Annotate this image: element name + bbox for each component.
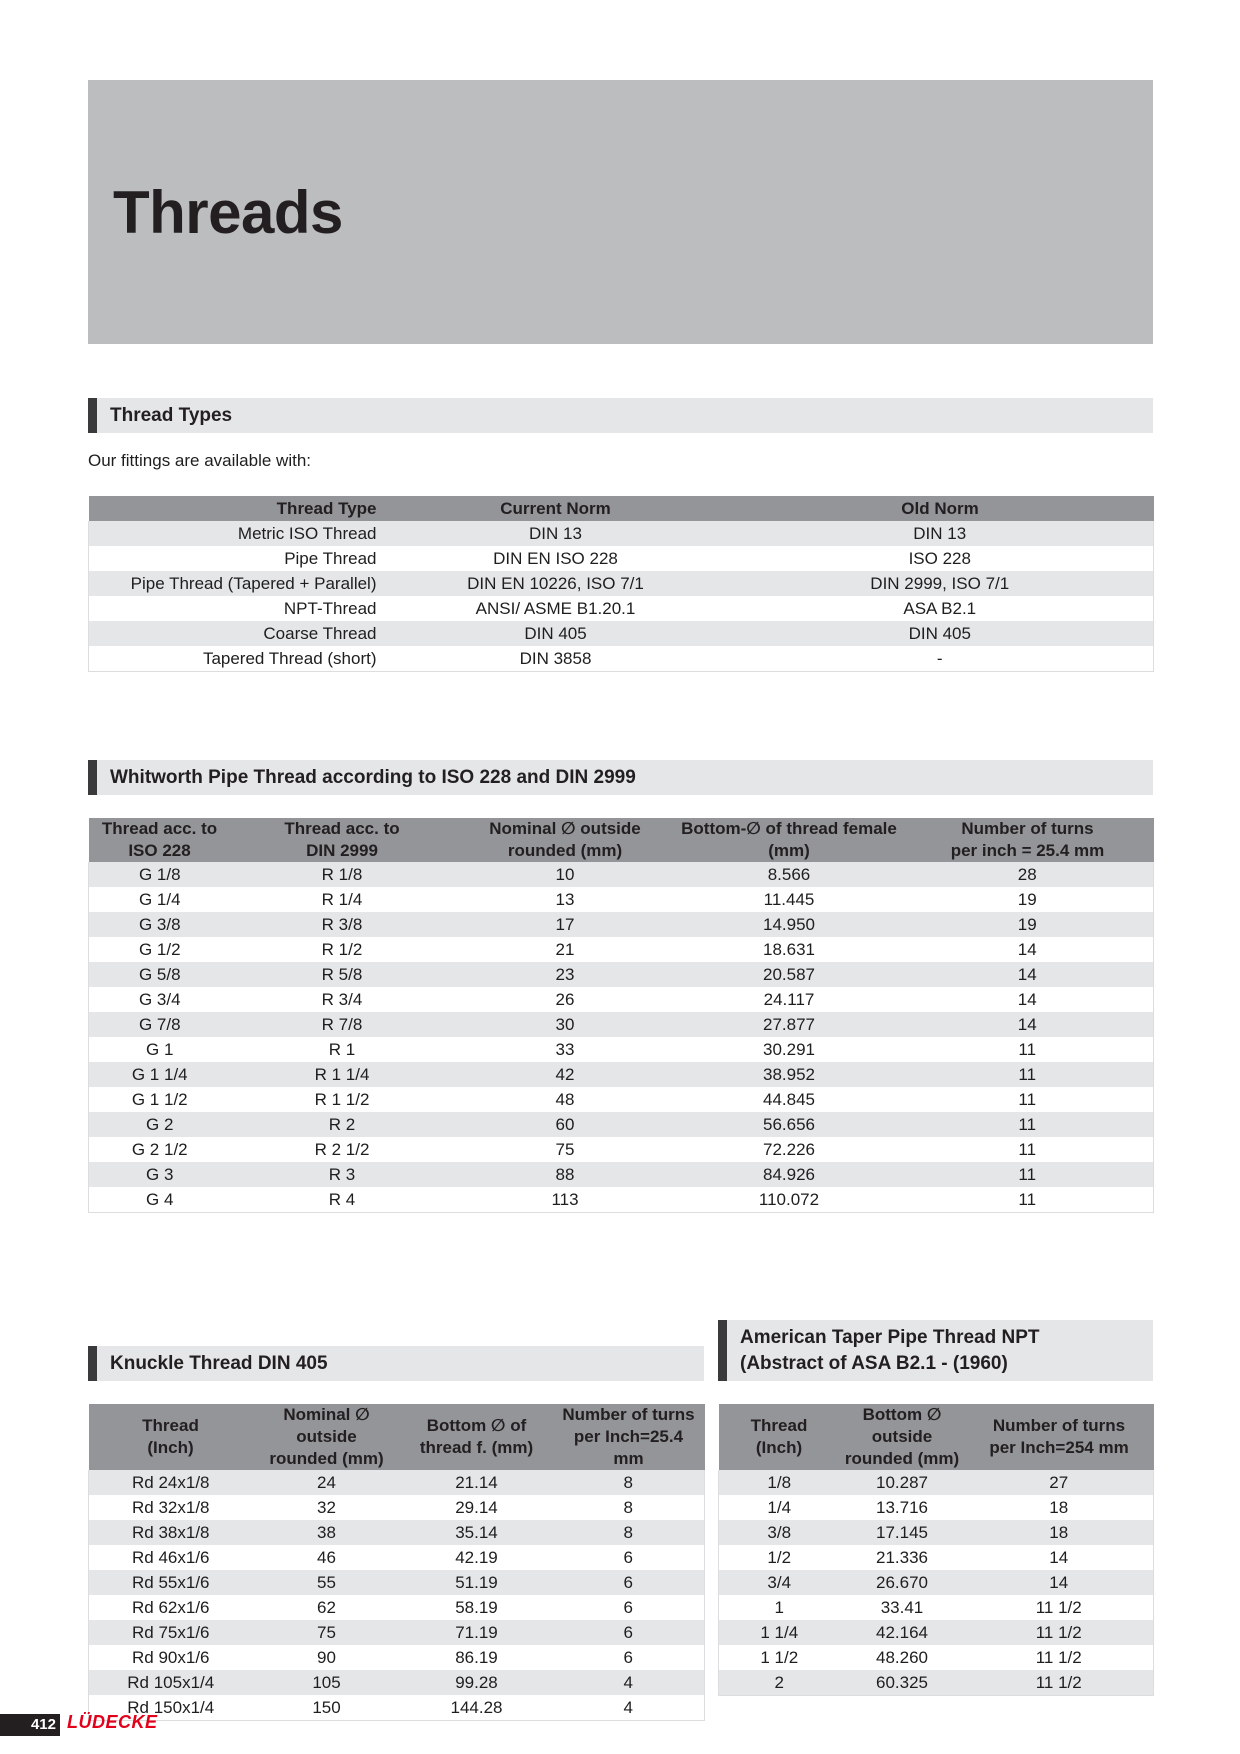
table-cell: Rd 105x1/4 (89, 1670, 253, 1695)
table-cell: 105 (253, 1670, 401, 1695)
table-cell: G 1/4 (89, 887, 231, 912)
table-cell: - (727, 646, 1154, 672)
table-cell: Rd 55x1/6 (89, 1570, 253, 1595)
table-cell: Rd 62x1/6 (89, 1595, 253, 1620)
table-cell: 26 (454, 987, 677, 1012)
table-cell: DIN 3858 (385, 646, 727, 672)
table-cell: 1/8 (719, 1470, 840, 1495)
column-header: Old Norm (727, 496, 1154, 521)
table-cell: 1/2 (719, 1545, 840, 1570)
table-cell: G 1 1/2 (89, 1087, 231, 1112)
table-cell: 86.19 (401, 1645, 553, 1670)
table-cell: 11 (902, 1162, 1154, 1187)
table-cell: 26.670 (840, 1570, 965, 1595)
table-cell: 42.19 (401, 1545, 553, 1570)
column-header-line: rounded (mm) (507, 841, 623, 860)
table-cell: 11 1/2 (965, 1645, 1154, 1670)
table-row (719, 1495, 1154, 1520)
table-cell: 6 (553, 1645, 705, 1670)
column-header (840, 1404, 965, 1470)
table-cell: G 2 (89, 1112, 231, 1137)
section-heading-label: Thread Types (110, 404, 233, 426)
intro-text: Our fittings are available with: (88, 451, 311, 470)
table-cell: 99.28 (401, 1670, 553, 1695)
table-cell: Metric ISO Thread (89, 521, 385, 546)
table-cell: ISO 228 (727, 546, 1154, 571)
table-row (719, 1570, 1154, 1595)
table-cell: 8.566 (677, 862, 902, 887)
table-row (89, 1670, 705, 1695)
table-cell: R 4 (231, 1187, 454, 1213)
table-cell: 14 (965, 1570, 1154, 1595)
table-cell: 6 (553, 1620, 705, 1645)
table-row (89, 937, 1154, 962)
table-row (89, 1470, 705, 1495)
table-cell: 30.291 (677, 1037, 902, 1062)
column-header-line: (Inch) (755, 1438, 803, 1457)
table-cell: 44.845 (677, 1087, 902, 1112)
table-cell: 6 (553, 1595, 705, 1620)
table-row (89, 1012, 1154, 1037)
column-header (902, 818, 1154, 862)
table-cell: 56.656 (677, 1112, 902, 1137)
column-header (553, 1404, 705, 1470)
table-cell: 27.877 (677, 1012, 902, 1037)
table-row (89, 1620, 705, 1645)
table-cell: G 3 (89, 1162, 231, 1187)
table-cell: G 1 1/4 (89, 1062, 231, 1087)
table-cell: Rd 75x1/6 (89, 1620, 253, 1645)
table-cell: R 1 1/4 (231, 1062, 454, 1087)
section-heading-line2: (Abstract of ASA B2.1 - (1960) (740, 1352, 1008, 1374)
column-header-line: Bottom ∅ of (426, 1416, 527, 1435)
column-header (719, 1404, 840, 1470)
table-cell: 10.287 (840, 1470, 965, 1495)
table-cell: 90 (253, 1645, 401, 1670)
table-cell: R 1/2 (231, 937, 454, 962)
table-row (89, 521, 1154, 546)
table-cell: Rd 90x1/6 (89, 1645, 253, 1670)
table-cell: 11 (902, 1137, 1154, 1162)
thread-types-table (88, 496, 1154, 672)
table-header-row (719, 1404, 1154, 1470)
table-cell: 23 (454, 962, 677, 987)
table-row (89, 1162, 1154, 1187)
table-row (89, 621, 1154, 646)
table-cell: 14 (902, 962, 1154, 987)
table-cell: 113 (454, 1187, 677, 1213)
table-cell: 1 1/4 (719, 1620, 840, 1645)
table-cell: R 1 1/2 (231, 1087, 454, 1112)
table-row (89, 1570, 705, 1595)
table-cell: 18 (965, 1520, 1154, 1545)
table-cell: Rd 150x1/4 (89, 1695, 253, 1721)
table-row (89, 962, 1154, 987)
table-cell: G 7/8 (89, 1012, 231, 1037)
column-header (401, 1404, 553, 1470)
page-title: Threads (113, 179, 343, 246)
section-heading-thread-types (88, 398, 1153, 433)
table-row (89, 1595, 705, 1620)
section-heading-knuckle (88, 1346, 704, 1381)
table-cell: 14 (902, 987, 1154, 1012)
table-cell: G 1 (89, 1037, 231, 1062)
table-row (89, 912, 1154, 937)
table-row (89, 1645, 705, 1670)
table-cell: Rd 32x1/8 (89, 1495, 253, 1520)
table-cell: G 1/2 (89, 937, 231, 962)
knuckle-table (88, 1404, 705, 1721)
npt-table (718, 1404, 1154, 1696)
column-header (454, 818, 677, 862)
column-header: Thread Type (89, 496, 385, 521)
table-cell: 62 (253, 1595, 401, 1620)
table-header-row (89, 818, 1154, 862)
column-header-line: DIN 2999 (306, 841, 378, 860)
column-header-line: Thread (142, 1416, 199, 1435)
table-cell: 17.145 (840, 1520, 965, 1545)
column-header-line: per Inch=254 mm (989, 1438, 1129, 1457)
column-header-line: Bottom ∅ outside (862, 1405, 942, 1446)
column-header (89, 818, 231, 862)
table-cell: R 3 (231, 1162, 454, 1187)
column-header-line: Thread (750, 1416, 808, 1435)
column-header-line: rounded (mm) (269, 1449, 384, 1468)
table-cell: 11 (902, 1037, 1154, 1062)
table-cell: G 5/8 (89, 962, 231, 987)
table-cell: 8 (553, 1470, 705, 1495)
column-header-line: Number of turns (992, 1416, 1126, 1435)
table-cell: 19 (902, 912, 1154, 937)
table-cell: 14.950 (677, 912, 902, 937)
table-cell: 13.716 (840, 1495, 965, 1520)
table-cell: 11 (902, 1112, 1154, 1137)
table-cell: 13 (454, 887, 677, 912)
table-row (89, 546, 1154, 571)
table-cell: 20.587 (677, 962, 902, 987)
table-cell: 11 (902, 1087, 1154, 1112)
table-cell: R 1/8 (231, 862, 454, 887)
table-cell: R 3/8 (231, 912, 454, 937)
column-header-line: Nominal ∅ outside (283, 1405, 370, 1446)
table-cell: 71.19 (401, 1620, 553, 1645)
table-cell: G 3/4 (89, 987, 231, 1012)
table-row (719, 1545, 1154, 1570)
table-cell: G 3/8 (89, 912, 231, 937)
table-cell: 18 (965, 1495, 1154, 1520)
table-cell: 60 (454, 1112, 677, 1137)
table-row (89, 1495, 705, 1520)
table-row (719, 1520, 1154, 1545)
section-heading-whitworth (88, 760, 1153, 795)
table-cell: ASA B2.1 (727, 596, 1154, 621)
table-cell: 11 (902, 1187, 1154, 1213)
section-heading-npt (718, 1320, 1153, 1381)
page-number: 412 (0, 1714, 60, 1736)
table-cell: R 7/8 (231, 1012, 454, 1037)
table-cell: G 4 (89, 1187, 231, 1213)
table-row (89, 1520, 705, 1545)
table-cell: 30 (454, 1012, 677, 1037)
table-cell: 51.19 (401, 1570, 553, 1595)
table-cell: 42 (454, 1062, 677, 1087)
table-cell: Rd 46x1/6 (89, 1545, 253, 1570)
table-cell: 11 1/2 (965, 1620, 1154, 1645)
table-cell: Rd 38x1/8 (89, 1520, 253, 1545)
table-cell: NPT-Thread (89, 596, 385, 621)
table-row (89, 646, 1154, 672)
column-header-line: (mm) (768, 841, 810, 860)
table-cell: ANSI/ ASME B1.20.1 (385, 596, 727, 621)
column-header-line: Thread acc. to (101, 819, 218, 838)
table-header-row (89, 496, 1154, 521)
table-cell: G 2 1/2 (89, 1137, 231, 1162)
table-cell: DIN EN ISO 228 (385, 546, 727, 571)
table-cell: 110.072 (677, 1187, 902, 1213)
column-header-line: Nominal ∅ outside (489, 819, 641, 838)
table-cell: 144.28 (401, 1695, 553, 1721)
table-cell: 24 (253, 1470, 401, 1495)
table-cell: 33 (454, 1037, 677, 1062)
table-cell: 72.226 (677, 1137, 902, 1162)
table-cell: 2 (719, 1670, 840, 1696)
table-cell: 150 (253, 1695, 401, 1721)
table-cell: 1 1/2 (719, 1645, 840, 1670)
table-cell: 10 (454, 862, 677, 887)
table-cell: 35.14 (401, 1520, 553, 1545)
table-cell: Coarse Thread (89, 621, 385, 646)
table-cell: DIN EN 10226, ISO 7/1 (385, 571, 727, 596)
table-cell: 11 1/2 (965, 1670, 1154, 1696)
table-cell: DIN 405 (385, 621, 727, 646)
table-cell: 75 (253, 1620, 401, 1645)
table-cell: 38 (253, 1520, 401, 1545)
table-row (719, 1670, 1154, 1696)
table-cell: 6 (553, 1570, 705, 1595)
title-banner (88, 80, 1153, 344)
table-cell: 18.631 (677, 937, 902, 962)
table-cell: R 3/4 (231, 987, 454, 1012)
table-cell: 3/4 (719, 1570, 840, 1595)
table-cell: Pipe Thread (Tapered + Parallel) (89, 571, 385, 596)
column-header-line: (Inch) (147, 1438, 194, 1457)
table-row (89, 1087, 1154, 1112)
table-cell: 21.336 (840, 1545, 965, 1570)
column-header (965, 1404, 1154, 1470)
table-cell: 11 (902, 1062, 1154, 1087)
table-cell: R 1 (231, 1037, 454, 1062)
table-cell: 3/8 (719, 1520, 840, 1545)
table-cell: R 5/8 (231, 962, 454, 987)
table-cell: 14 (902, 937, 1154, 962)
table-cell: Rd 24x1/8 (89, 1470, 253, 1495)
table-cell: 27 (965, 1470, 1154, 1495)
section-heading-line1: American Taper Pipe Thread NPT (740, 1326, 1040, 1348)
table-cell: 84.926 (677, 1162, 902, 1187)
column-header-line: per inch = 25.4 mm (950, 841, 1105, 860)
table-cell: 58.19 (401, 1595, 553, 1620)
column-header (231, 818, 454, 862)
table-row (89, 596, 1154, 621)
table-row (89, 1037, 1154, 1062)
table-cell: 24.117 (677, 987, 902, 1012)
table-row (89, 571, 1154, 596)
table-row (89, 987, 1154, 1012)
table-cell: 88 (454, 1162, 677, 1187)
table-cell: 8 (553, 1520, 705, 1545)
table-cell: 4 (553, 1670, 705, 1695)
table-cell: 19 (902, 887, 1154, 912)
table-cell: 1/4 (719, 1495, 840, 1520)
column-header (89, 1404, 253, 1470)
table-cell: 21.14 (401, 1470, 553, 1495)
table-cell: DIN 2999, ISO 7/1 (727, 571, 1154, 596)
column-header-line: Bottom-∅ of thread female (681, 819, 897, 838)
table-row (89, 1112, 1154, 1137)
brand-logo: LÜDECKE (67, 1712, 158, 1732)
table-cell: 38.952 (677, 1062, 902, 1087)
section-heading-label: Whitworth Pipe Thread according to ISO 228 and DIN 2999 (110, 766, 636, 788)
table-header-row (89, 1404, 705, 1470)
table-cell: 6 (553, 1545, 705, 1570)
table-cell: 32 (253, 1495, 401, 1520)
table-row (719, 1645, 1154, 1670)
table-cell: 46 (253, 1545, 401, 1570)
table-cell: 14 (965, 1545, 1154, 1570)
table-cell: G 1/8 (89, 862, 231, 887)
table-cell: 42.164 (840, 1620, 965, 1645)
table-cell: 11.445 (677, 887, 902, 912)
whitworth-table (88, 818, 1154, 1213)
table-row (89, 887, 1154, 912)
column-header (677, 818, 902, 862)
table-row (89, 1695, 705, 1721)
table-cell: 17 (454, 912, 677, 937)
column-header-line: Number of turns (562, 1405, 695, 1424)
table-row (719, 1595, 1154, 1620)
column-header-line: Number of turns (961, 819, 1094, 838)
table-row (89, 862, 1154, 887)
table-cell: DIN 13 (385, 521, 727, 546)
column-header (253, 1404, 401, 1470)
column-header-line: per Inch=25.4 mm (573, 1427, 684, 1468)
section-heading-label: Knuckle Thread DIN 405 (110, 1352, 328, 1374)
table-cell: 33.41 (840, 1595, 965, 1620)
column-header-line: thread f. (mm) (419, 1438, 534, 1457)
table-cell: R 1/4 (231, 887, 454, 912)
table-cell: 48.260 (840, 1645, 965, 1670)
table-cell: DIN 13 (727, 521, 1154, 546)
table-cell: 21 (454, 937, 677, 962)
column-header-line: Thread acc. to (284, 819, 400, 838)
table-row (89, 1137, 1154, 1162)
table-row (719, 1620, 1154, 1645)
table-cell: Pipe Thread (89, 546, 385, 571)
column-header: Current Norm (385, 496, 727, 521)
table-cell: 14 (902, 1012, 1154, 1037)
table-cell: 55 (253, 1570, 401, 1595)
table-cell: 48 (454, 1087, 677, 1112)
table-cell: 4 (553, 1695, 705, 1721)
table-row (89, 1545, 705, 1570)
table-row (89, 1187, 1154, 1213)
table-row (89, 1062, 1154, 1087)
column-header-line: rounded (mm) (844, 1449, 960, 1468)
table-cell: Tapered Thread (short) (89, 646, 385, 672)
table-cell: R 2 1/2 (231, 1137, 454, 1162)
table-cell: 29.14 (401, 1495, 553, 1520)
table-cell: 8 (553, 1495, 705, 1520)
table-cell: DIN 405 (727, 621, 1154, 646)
table-row (719, 1470, 1154, 1495)
table-cell: 11 1/2 (965, 1595, 1154, 1620)
table-cell: R 2 (231, 1112, 454, 1137)
column-header-line: ISO 228 (128, 841, 191, 860)
table-cell: 28 (902, 862, 1154, 887)
table-cell: 1 (719, 1595, 840, 1620)
table-cell: 60.325 (840, 1670, 965, 1696)
table-cell: 75 (454, 1137, 677, 1162)
